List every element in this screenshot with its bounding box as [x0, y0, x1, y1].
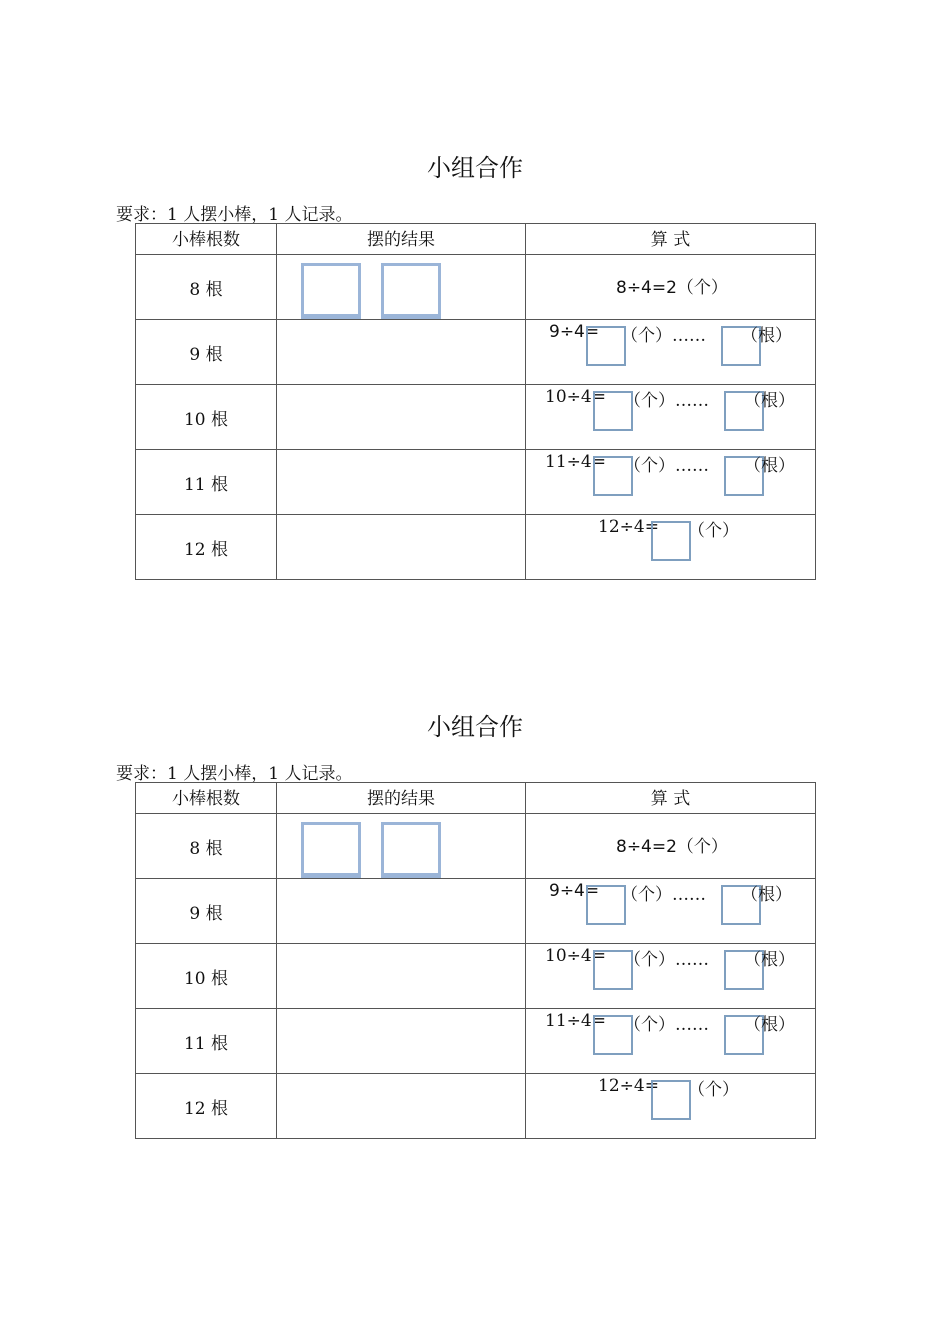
- arrangement-cell[interactable]: [277, 515, 526, 580]
- formula-cell: [526, 385, 816, 450]
- unit-group-text: （个）……: [624, 950, 709, 970]
- table-row: [136, 515, 816, 580]
- table-row: [136, 879, 816, 944]
- header-result: 摆的结果: [277, 224, 526, 255]
- table-row: [136, 320, 816, 385]
- formula-text: 11÷4=: [545, 452, 606, 472]
- unit-group-text: （个）: [688, 1080, 739, 1100]
- worksheet-section-1: [0, 148, 950, 598]
- formula-text: 10÷4=: [545, 387, 606, 407]
- formula-text: 8÷4=2（个）: [616, 837, 728, 857]
- unit-group-text: （个）……: [624, 456, 709, 476]
- stick-count-cell: 12 根: [136, 515, 277, 580]
- stick-square-icon: [301, 263, 361, 319]
- arrangement-cell[interactable]: [277, 320, 526, 385]
- unit-group-text: （个）: [688, 521, 739, 541]
- stick-count-cell: 8 根: [136, 814, 277, 879]
- formula-cell: [526, 944, 816, 1009]
- requirement-text: 要求：1 人摆小棒，1 人记录。: [116, 764, 353, 784]
- stick-count-cell: 10 根: [136, 385, 277, 450]
- unit-stick-text: （根）: [741, 326, 792, 346]
- section-title: 小组合作: [427, 154, 523, 182]
- arrangement-cell[interactable]: [277, 1074, 526, 1139]
- division-table: [135, 223, 816, 580]
- formula-cell: [526, 255, 816, 320]
- formula-cell: [526, 1074, 816, 1139]
- table-row: [136, 814, 816, 879]
- arrangement-cell[interactable]: [277, 1009, 526, 1074]
- arrangement-cell: [277, 814, 526, 879]
- formula-cell: [526, 814, 816, 879]
- table-header-row: [136, 783, 816, 814]
- unit-stick-text: （根）: [744, 391, 795, 411]
- formula-cell: [526, 450, 816, 515]
- formula-cell: [526, 1009, 816, 1074]
- formula-text: 10÷4=: [545, 946, 606, 966]
- header-result: 摆的结果: [277, 783, 526, 814]
- formula-text: 11÷4=: [545, 1011, 606, 1031]
- table-row: [136, 1074, 816, 1139]
- division-table: [135, 782, 816, 1139]
- unit-stick-text: （根）: [741, 885, 792, 905]
- quotient-answer-box[interactable]: [651, 1080, 691, 1120]
- stick-square-icon: [381, 822, 441, 878]
- unit-stick-text: （根）: [744, 1015, 795, 1035]
- header-formula: 算 式: [526, 224, 816, 255]
- formula-text: 12÷4=: [598, 1076, 659, 1096]
- formula-text: 9÷4=: [549, 881, 600, 901]
- quotient-answer-box[interactable]: [586, 885, 626, 925]
- unit-group-text: （个）……: [624, 1015, 709, 1035]
- formula-text: 8÷4=2（个）: [616, 278, 728, 298]
- formula-text: 12÷4=: [598, 517, 659, 537]
- table-row: [136, 255, 816, 320]
- quotient-answer-box[interactable]: [586, 326, 626, 366]
- unit-group-text: （个）……: [624, 391, 709, 411]
- table-header-row: [136, 224, 816, 255]
- arrangement-cell[interactable]: [277, 385, 526, 450]
- stick-count-cell: 11 根: [136, 1009, 277, 1074]
- stick-count-cell: 10 根: [136, 944, 277, 1009]
- stick-square-icon: [381, 263, 441, 319]
- table-row: [136, 1009, 816, 1074]
- arrangement-cell[interactable]: [277, 450, 526, 515]
- stick-count-cell: 9 根: [136, 879, 277, 944]
- formula-cell: [526, 879, 816, 944]
- header-formula: 算 式: [526, 783, 816, 814]
- arrangement-cell[interactable]: [277, 879, 526, 944]
- stick-count-cell: 12 根: [136, 1074, 277, 1139]
- stick-count-cell: 9 根: [136, 320, 277, 385]
- table-row: [136, 450, 816, 515]
- stick-count-cell: 11 根: [136, 450, 277, 515]
- stick-square-icon: [301, 822, 361, 878]
- formula-cell: [526, 320, 816, 385]
- arrangement-cell: [277, 255, 526, 320]
- table-row: [136, 385, 816, 450]
- quotient-answer-box[interactable]: [651, 521, 691, 561]
- unit-group-text: （个）……: [621, 326, 706, 346]
- unit-stick-text: （根）: [744, 950, 795, 970]
- requirement-text: 要求：1 人摆小棒，1 人记录。: [116, 205, 353, 225]
- header-count: 小棒根数: [136, 224, 277, 255]
- formula-text: 9÷4=: [549, 322, 600, 342]
- unit-stick-text: （根）: [744, 456, 795, 476]
- table-row: [136, 944, 816, 1009]
- section-title: 小组合作: [427, 713, 523, 741]
- stick-count-cell: 8 根: [136, 255, 277, 320]
- header-count: 小棒根数: [136, 783, 277, 814]
- arrangement-cell[interactable]: [277, 944, 526, 1009]
- unit-group-text: （个）……: [621, 885, 706, 905]
- worksheet-section-2: [0, 707, 950, 1157]
- formula-cell: [526, 515, 816, 580]
